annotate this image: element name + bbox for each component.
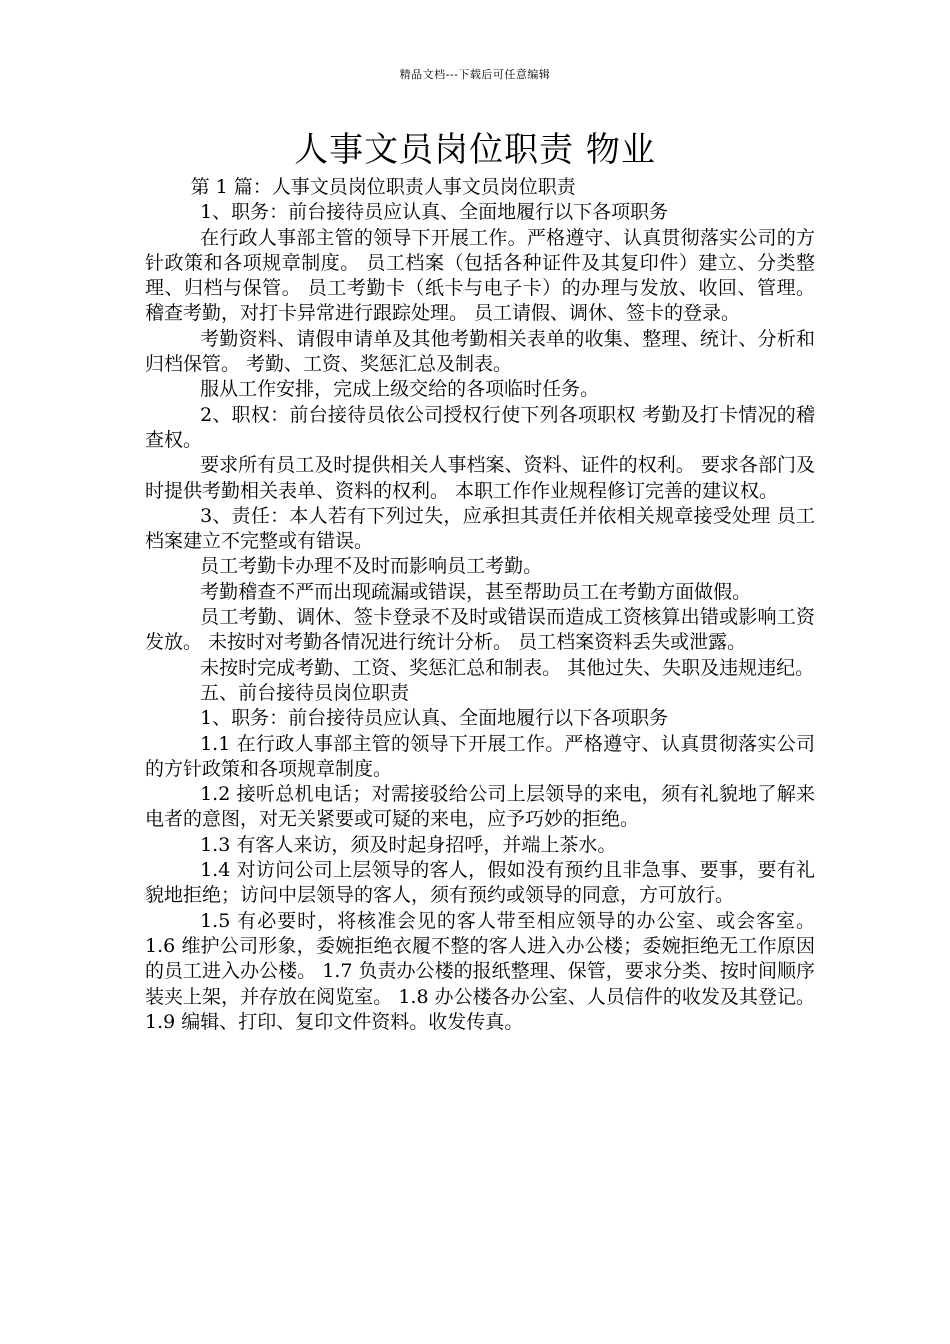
paragraph: 五、前台接待员岗位职责 [200, 681, 410, 704]
paragraph: 1.4 对访问公司上层领导的客人，假如没有预约且非急事、要事，要有礼貌地拒绝；访问中层领导的客人，须有预约或领导的同意，方可放行。 [145, 859, 815, 907]
section-title: 第 1 篇：人事文员岗位职责人事文员岗位职责 [190, 176, 576, 198]
paragraph: 1.2 接听总机电话；对需接驳给公司上层领导的来电，须有礼貌地了解来电者的意图，对无关紧要或可疑的来电，应予巧妙的拒绝。 [145, 783, 815, 831]
document-body [145, 175, 815, 1035]
paragraph: 要求所有员工及时提供相关人事档案、资料、证件的权利。 要求各部门及时提供考勤相关表单、资料的权利。 本职工作作业规程修订完善的建议权。 [145, 454, 815, 502]
header-note: 精品文档---下载后可任意编辑 [399, 68, 551, 81]
paragraph: 服从工作安排，完成上级交给的各项临时任务。 [200, 378, 600, 401]
paragraph: 2、职权：前台接待员依公司授权行使下列各项职权 考勤及打卡情况的稽查权。 [145, 403, 815, 451]
paragraph: 1.1 在行政人事部主管的领导下开展工作。严格遵守、认真贯彻落实公司的方针政策和各项规章制度。 [145, 732, 815, 780]
paragraph: 1、职务：前台接待员应认真、全面地履行以下各项职务 [200, 707, 669, 730]
paragraph: 1.5 有必要时，将核准会见的客人带至相应领导的办公室、或会客室。 1.6 维护公司形象，委婉拒绝衣履不整的客人进入办公楼；委婉拒绝无工作原因的员工进入办公楼。 1.7 负责办公楼的报纸整理、保管，要求分类、按时间顺序装夹上架，并存放在阅览室。 1.8 办公楼各办公室、人员信件的收发及其登记。 1.9 编辑、打印、复印文件资料。收发传真。 [145, 909, 815, 1033]
paragraph: 考勤稽查不严而出现疏漏或错误，甚至帮助员工在考勤方面做假。 [200, 580, 752, 603]
paragraph: 在行政人事部主管的领导下开展工作。严格遵守、认真贯彻落实公司的方针政策和各项规章制度。 员工档案（包括各种证件及其复印件）建立、分类整理、归档与保管。 员工考勤卡（纸卡与电子卡）的办理与发放、收回、管理。 稽查考勤，对打卡异常进行跟踪处理。 员工请假、调休、签卡的登录。 [145, 226, 815, 325]
paragraph: 未按时完成考勤、工资、奖惩汇总和制表。 其他过失、失职及违规违纪。 [200, 656, 815, 679]
paragraph: 考勤资料、请假申请单及其他考勤相关表单的收集、整理、统计、分析和归档保管。 考勤、工资、奖惩汇总及制表。 [145, 327, 815, 376]
paragraph: 员工考勤卡办理不及时而影响员工考勤。 [200, 555, 543, 578]
paragraph: 1.3 有客人来访，须及时起身招呼，并端上茶水。 [200, 833, 617, 856]
document-title: 人事文员岗位职责 物业 [294, 130, 656, 170]
paragraph: 员工考勤、调休、签卡登录不及时或错误而造成工资核算出错或影响工资发放。 未按时对考勤各情况进行统计分析。 员工档案资料丢失或泄露。 [145, 606, 815, 654]
paragraph: 1、职务：前台接待员应认真、全面地履行以下各项职务 [200, 201, 669, 224]
paragraph: 3、责任：本人若有下列过失，应承担其责任并依相关规章接受处理 员工档案建立不完整或有错误。 [145, 504, 815, 553]
